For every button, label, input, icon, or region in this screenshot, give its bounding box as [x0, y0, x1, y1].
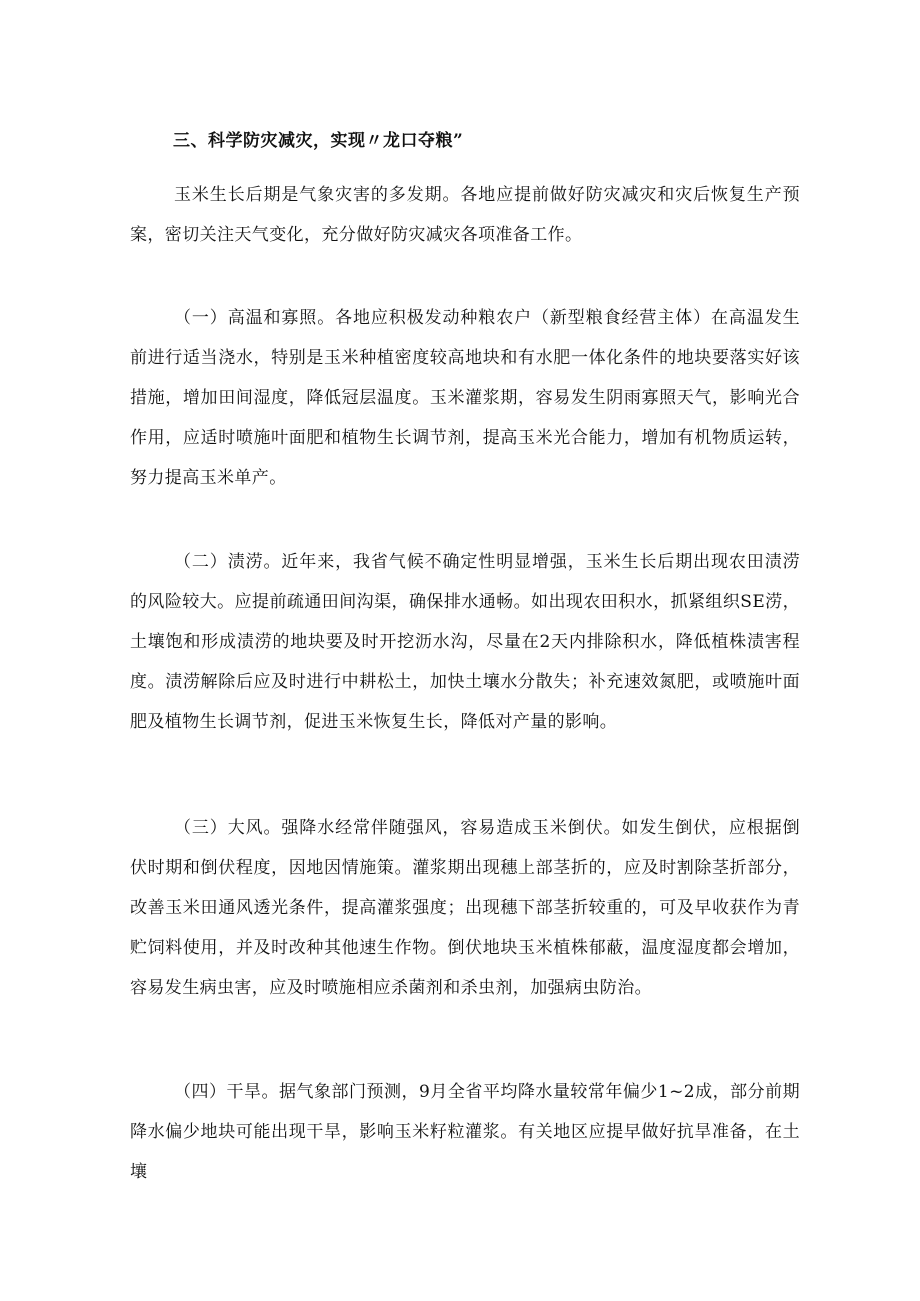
section-heading: 三、科学防灾减灾，实现〃龙口夺粮” — [173, 131, 464, 151]
paragraph-waterlogging: （二）渍涝。近年来，我省气候不确定性明显增强，玉米生长后期出现农田渍涝的风险较大。应提前疏通田间沟渠，确保排水通畅。如出现农田积水，抓紧组织SE涝，土壤饱和形成渍涝的地块要及时开挖沥水沟，尽量在2天内排除积水，降低植株渍害程度。渍涝解除后应及时进行中耕松土，加快土壤水分散失；补充速效氮肥，或喷施叶面肥及植物生长调节剂，促进玉米恢复生长，降低对产量的影响。 — [130, 552, 800, 732]
paragraph-high-temperature: （一）高温和寡照。各地应积极发动种粮农户（新型粮食经营主体）在高温发生前进行适当浇水，特别是玉米种植密度较高地块和有水肥一体化条件的地块要落实好该措施，增加田间湿度，降低冠层温度。玉米灌浆期，容易发生阴雨寡照天气，影响光合作用，应适时喷施叶面肥和植物生长调节剂，提高玉米光合能力，增加有机物质运转，努力提高玉米单产。 — [130, 308, 800, 488]
paragraph-strong-wind: （三）大风。强降水经常伴随强风，容易造成玉米倒伏。如发生倒伏，应根据倒伏时期和倒伏程度，因地因情施策。灌浆期出现穗上部茎折的，应及时割除茎折部分，改善玉米田通风透光条件，提高灌浆强度；出现穗下部茎折较重的，可及早收获作为青贮饲料使用，并及时改种其他速生作物。倒伏地块玉米植株郁蔽，温度湿度都会增加，容易发生病虫害，应及时喷施相应杀菌剂和杀虫剂，加强病虫防治。 — [130, 818, 800, 998]
intro-paragraph: 玉米生长后期是气象灾害的多发期。各地应提前做好防灾减灾和灾后恢复生产预案，密切关注天气变化，充分做好防灾减灾各项准备工作。 — [130, 185, 800, 245]
paragraph-drought: （四）干旱。据气象部门预测，9月全省平均降水量较常年偏少1~2成，部分前期降水偏少地块可能出现干旱，影响玉米籽粒灌浆。有关地区应提早做好抗旱准备，在土壤 — [130, 1082, 800, 1182]
